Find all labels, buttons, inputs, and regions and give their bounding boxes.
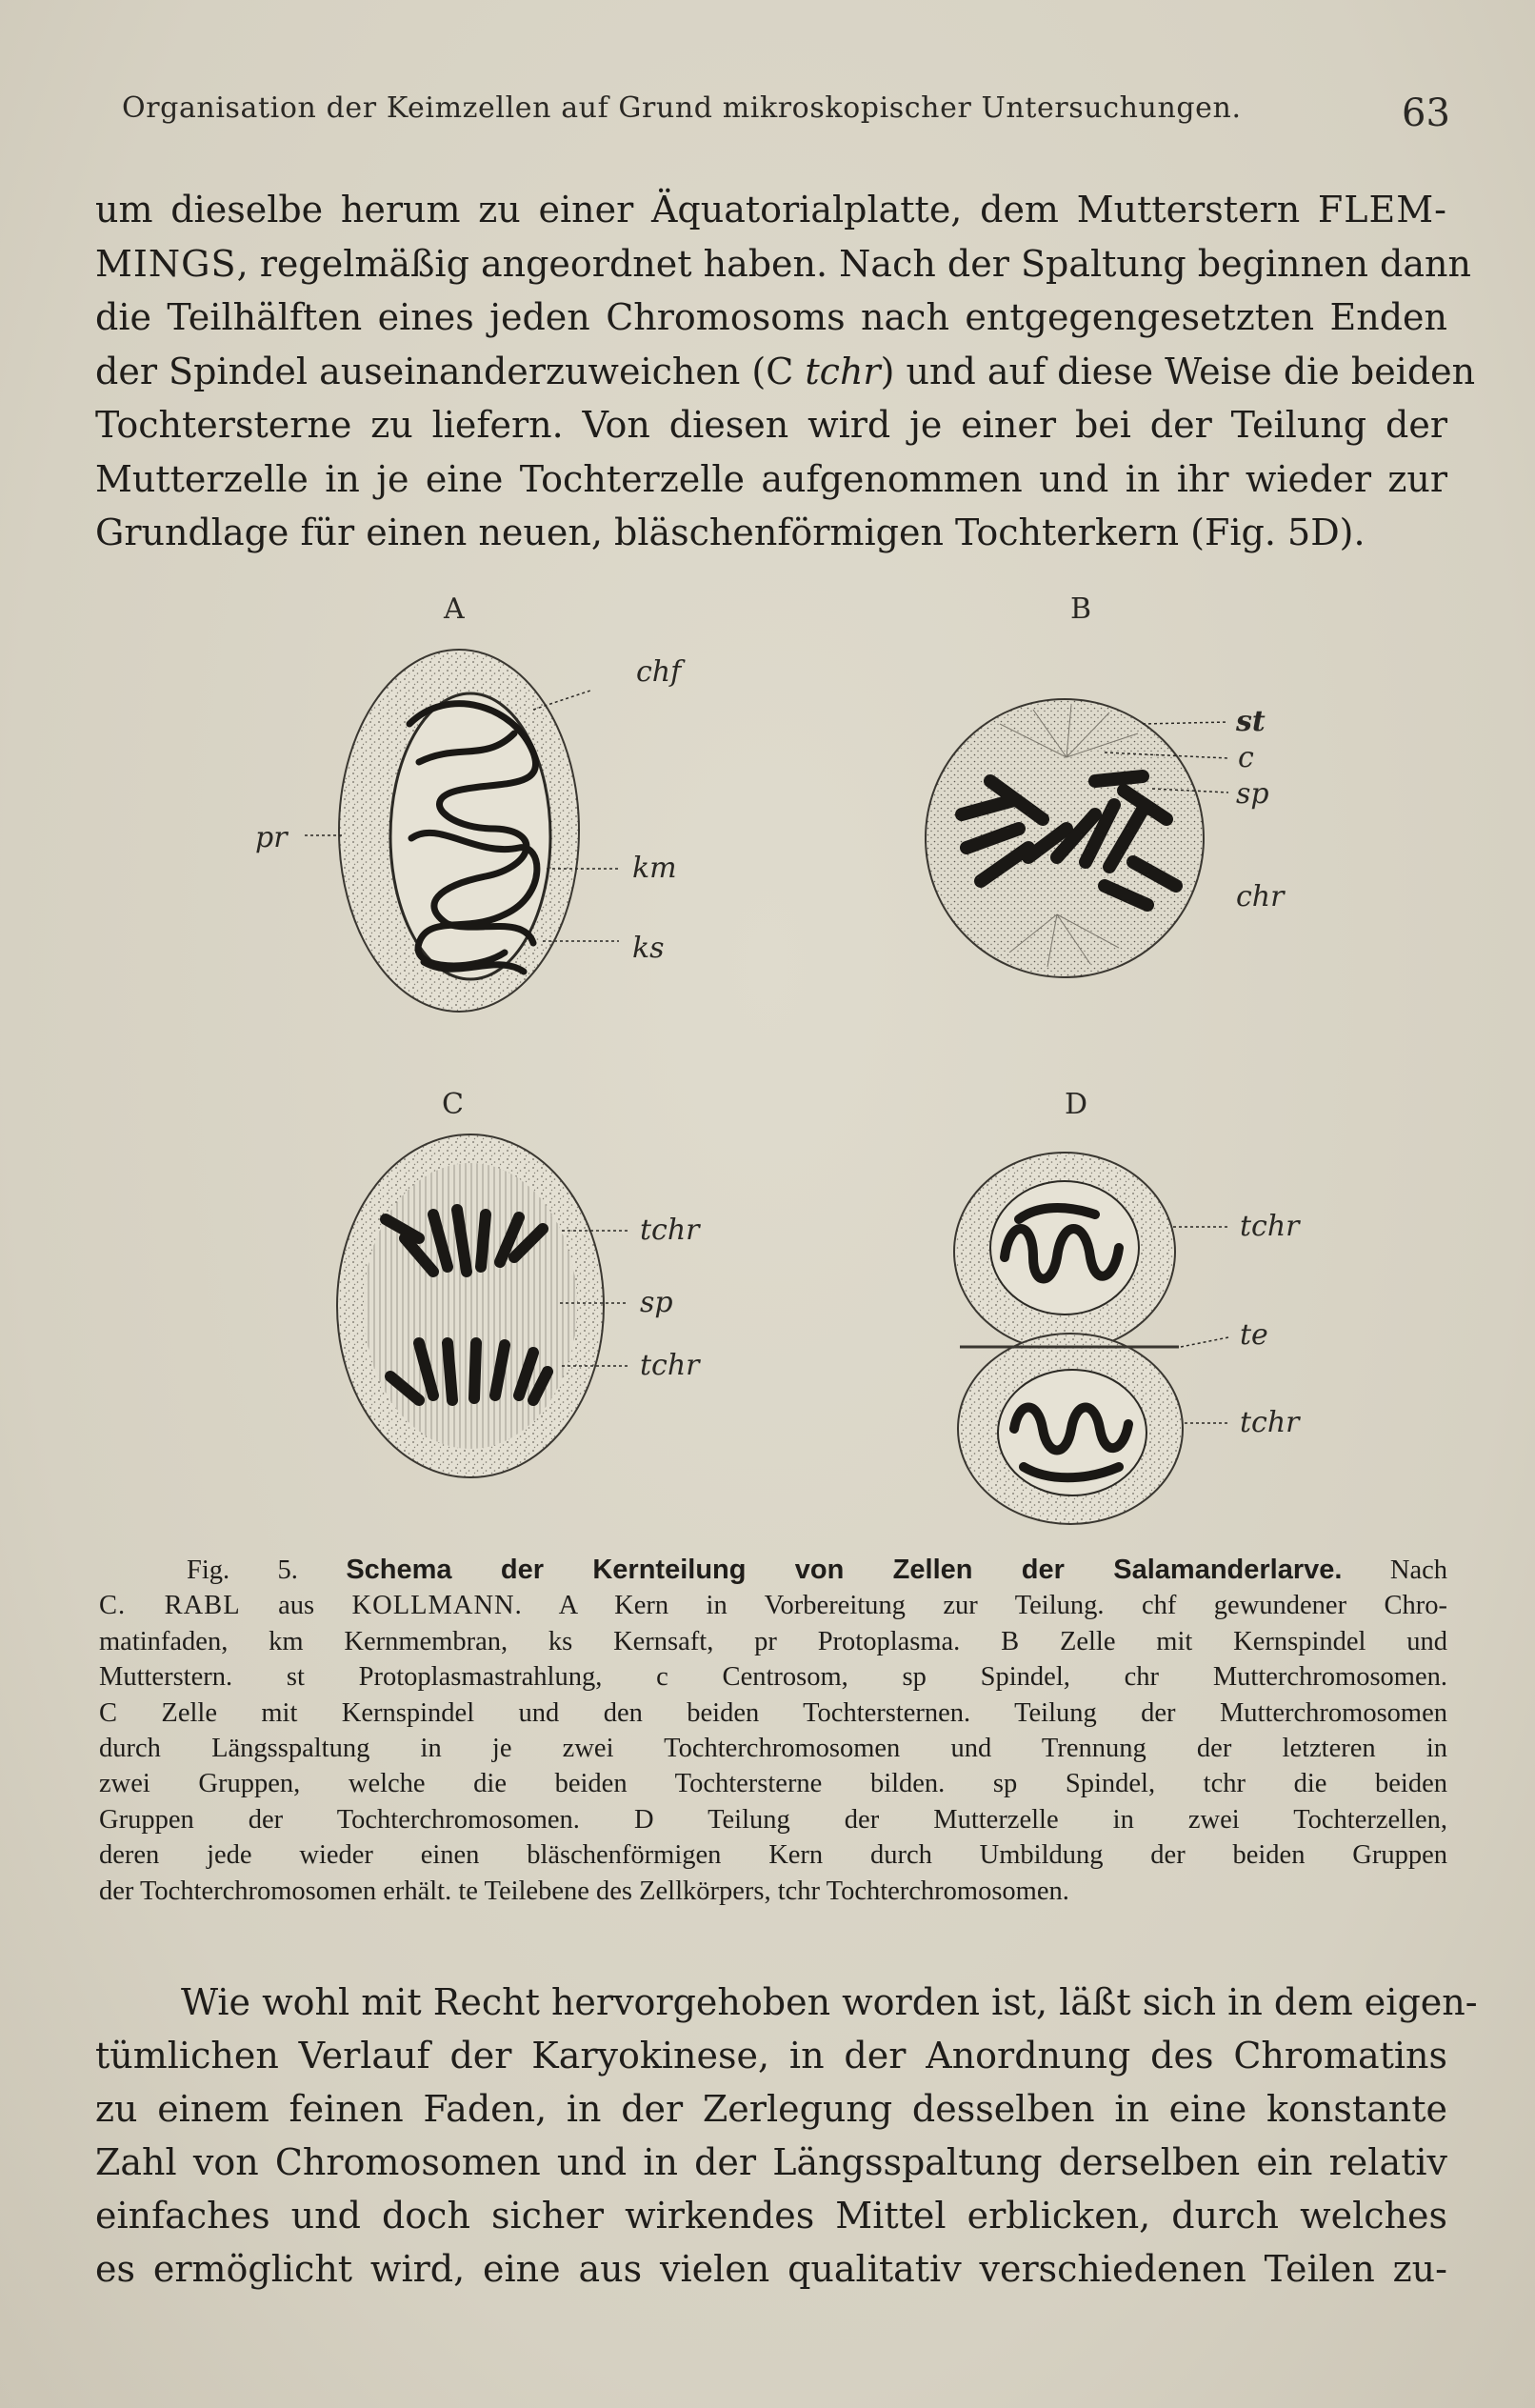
- caption-line: der Tochterchromosomen erhält. te Teilebene des Zellkörpers, tchr Tochterchromosomen.: [99, 1876, 1069, 1906]
- panel-a-cell: [305, 650, 619, 1012]
- caption-line: deren jede wieder einen bläschenförmigen Kern durch Umbildung der beiden Gruppen: [99, 1840, 1447, 1871]
- label-km: km: [632, 852, 677, 885]
- page-number: 63: [1402, 91, 1450, 135]
- label-chf: chf: [636, 655, 682, 689]
- panel-b-letter: B: [1070, 592, 1092, 626]
- paragraph-2: [95, 1976, 1478, 2296]
- label-tchr-c-top: tchr: [640, 1214, 700, 1247]
- panel-b-cell: [926, 699, 1228, 977]
- text-line: der Spindel auseinanderzuweichen (C tchr) und auf diese Weise die beiden: [95, 350, 1476, 392]
- label-tchr-c-bottom: tchr: [640, 1349, 700, 1382]
- figure-caption: [99, 1553, 1447, 1909]
- caption-line: C. RABL aus KOLLMANN. A Kern in Vorbereitung zur Teilung. chf gewundener Chro-: [99, 1591, 1448, 1621]
- caption-line: C Zelle mit Kernspindel und den beiden Tochtersternen. Teilung der Mutterchromosomen: [99, 1697, 1447, 1728]
- caption-line: Mutterstern. st Protoplasmastrahlung, c Centrosom, sp Spindel, chr Mutterchromosomen.: [99, 1662, 1447, 1693]
- text-line: Grundlage für einen neuen, bläschenförmigen Tochterkern (Fig. 5D).: [95, 512, 1366, 553]
- text-line: die Teilhälften eines jeden Chromosoms nach entgegengesetzten Enden: [95, 296, 1447, 338]
- panel-a-letter: A: [444, 592, 465, 626]
- panel-d-letter: D: [1065, 1088, 1088, 1121]
- text-line: um dieselbe herum zu einer Äquatorialplatte, dem Mutterstern FLEM-: [95, 189, 1447, 231]
- caption-line: zwei Gruppen, welche die beiden Tochtersterne bilden. sp Spindel, tchr die beiden: [99, 1769, 1447, 1799]
- text-line: Mutterzelle in je eine Tochterzelle aufgenommen und in ihr wieder zur: [95, 457, 1447, 500]
- label-sp-c: sp: [640, 1286, 673, 1319]
- caption-line: Fig. 5. Schema der Kernteilung von Zellen der Salamanderlarve. Nach: [187, 1555, 1448, 1585]
- label-te: te: [1240, 1318, 1268, 1352]
- text-line: Wie wohl mit Recht hervorgehoben worden ist, läßt sich in dem eigen-: [181, 1981, 1478, 2023]
- label-pr: pr: [255, 821, 288, 854]
- text-line: zu einem feinen Faden, in der Zerlegung desselben in eine konstante: [95, 2088, 1447, 2130]
- text-line: einfaches und doch sicher wirkendes Mittel erblicken, durch welches: [95, 2195, 1447, 2237]
- caption-line: durch Längsspaltung in je zwei Tochterchromosomen und Trennung der letzteren in: [99, 1734, 1447, 1764]
- text-line: Tochtersterne zu liefern. Von diesen wird je einer bei der Teilung der: [95, 404, 1447, 446]
- caption-line: Gruppen der Tochterchromosomen. D Teilung der Mutterzelle in zwei Tochterzellen,: [99, 1804, 1447, 1835]
- text-line: Zahl von Chromosomen und in der Längsspaltung derselben ein relativ: [95, 2141, 1447, 2183]
- running-head: Organisation der Keimzellen auf Grund mikroskopischer Untersuchungen.: [122, 91, 1242, 125]
- text-line: tümlichen Verlauf der Karyokinese, in der Anordnung des Chromatins: [95, 2035, 1447, 2077]
- label-st: st: [1236, 705, 1266, 738]
- panel-d-cells: [954, 1153, 1228, 1524]
- label-c: c: [1238, 741, 1254, 774]
- label-chr: chr: [1236, 880, 1285, 913]
- caption-line: matinfaden, km Kernmembran, ks Kernsaft, pr Protoplasma. B Zelle mit Kernspindel und: [99, 1626, 1447, 1656]
- text-line: es ermöglicht wird, eine aus vielen qualitativ verschiedenen Teilen zu-: [95, 2248, 1447, 2290]
- text-line: MINGS, regelmäßig angeordnet haben. Nach der Spaltung beginnen dann: [95, 242, 1471, 285]
- label-ks: ks: [632, 932, 665, 965]
- label-sp-b: sp: [1236, 777, 1269, 811]
- label-tchr-d-top: tchr: [1240, 1210, 1300, 1243]
- panel-c-letter: C: [442, 1088, 464, 1121]
- panel-c-cell: [337, 1134, 628, 1477]
- label-tchr-d-bottom: tchr: [1240, 1406, 1300, 1439]
